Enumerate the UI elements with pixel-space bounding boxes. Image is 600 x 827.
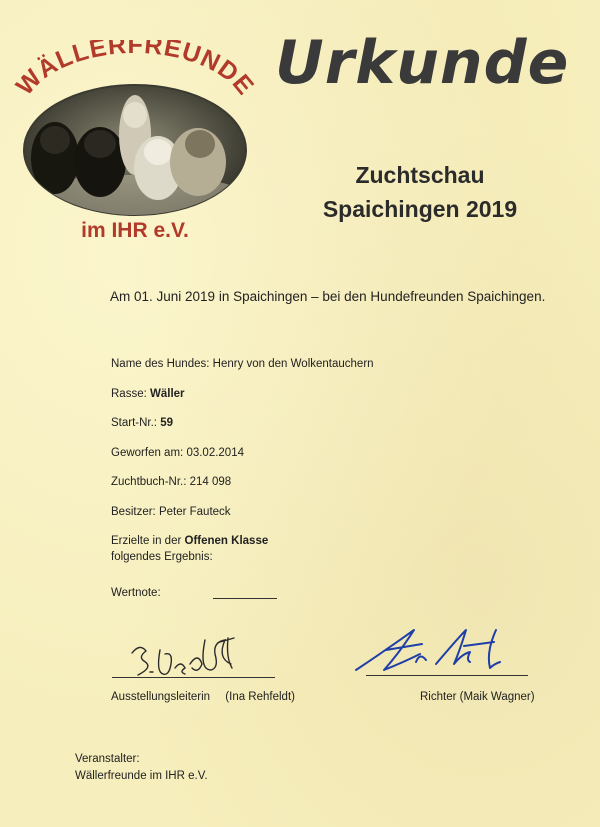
grade-blank-line <box>213 586 277 599</box>
field-label: Geworfen am: <box>111 446 184 459</box>
signature-left <box>120 628 250 678</box>
signature-label-left <box>111 691 295 703</box>
field-value: 214 098 <box>189 476 232 488</box>
field-label: Name des Hundes: <box>111 358 210 370</box>
field-studbook <box>111 474 374 504</box>
event-line-2: Spaichingen 2019 <box>322 196 518 222</box>
organizer-club: Wällerfreunde im IHR e.V. <box>75 770 208 782</box>
field-grade <box>111 586 374 599</box>
signature-line-right <box>366 675 528 676</box>
field-value: Wäller <box>150 387 185 400</box>
svg-text:im IHR e.V.: im IHR e.V. <box>81 219 189 242</box>
organizer-role: Ausstellungsleiterin <box>111 691 211 703</box>
field-value: Henry von den Wolkentauchern <box>212 358 374 370</box>
logo-graphic <box>10 40 260 245</box>
field-label: Rasse: <box>111 387 147 400</box>
intro-text: Am 01. Juni 2019 in Spaichingen – bei den Hundefreunden Spaichingen. <box>110 289 546 304</box>
field-owner <box>111 504 374 534</box>
event-line-1: Zuchtschau <box>355 162 485 188</box>
field-breed <box>111 386 374 416</box>
field-dog-name <box>111 356 374 386</box>
field-label: Wertnote: <box>111 587 161 599</box>
achieved-prefix: Erzielte in der <box>111 535 182 547</box>
field-value: 03.02.2014 <box>186 446 244 459</box>
field-label: Besitzer: <box>111 505 156 518</box>
field-achieved <box>111 533 374 565</box>
field-value: Peter Fauteck <box>158 505 231 518</box>
achieved-class: Offenen Klasse <box>184 535 269 547</box>
field-label: Zuchtbuch-Nr.: <box>111 476 187 488</box>
club-logo <box>10 40 260 245</box>
achieved-line-2: folgendes Ergebnis: <box>111 551 213 563</box>
organizer-name: (Ina Rehfeldt) <box>225 691 295 703</box>
field-label: Start-Nr.: <box>111 417 158 429</box>
organizer-label: Veranstalter: <box>75 753 140 765</box>
judge-label: Richter (Maik Wagner) <box>420 691 535 703</box>
organizer-block <box>75 751 208 785</box>
field-born <box>111 445 374 475</box>
dog-details <box>111 356 374 599</box>
signature-right <box>352 624 527 676</box>
event-heading <box>300 158 540 226</box>
certificate-title: Urkunde <box>275 28 570 98</box>
svg-text:WÄLLERFREUNDE: WÄLLERFREUNDE <box>10 40 260 101</box>
field-start-no <box>111 415 374 445</box>
field-value: 59 <box>160 417 174 429</box>
signature-line-left <box>112 677 275 678</box>
